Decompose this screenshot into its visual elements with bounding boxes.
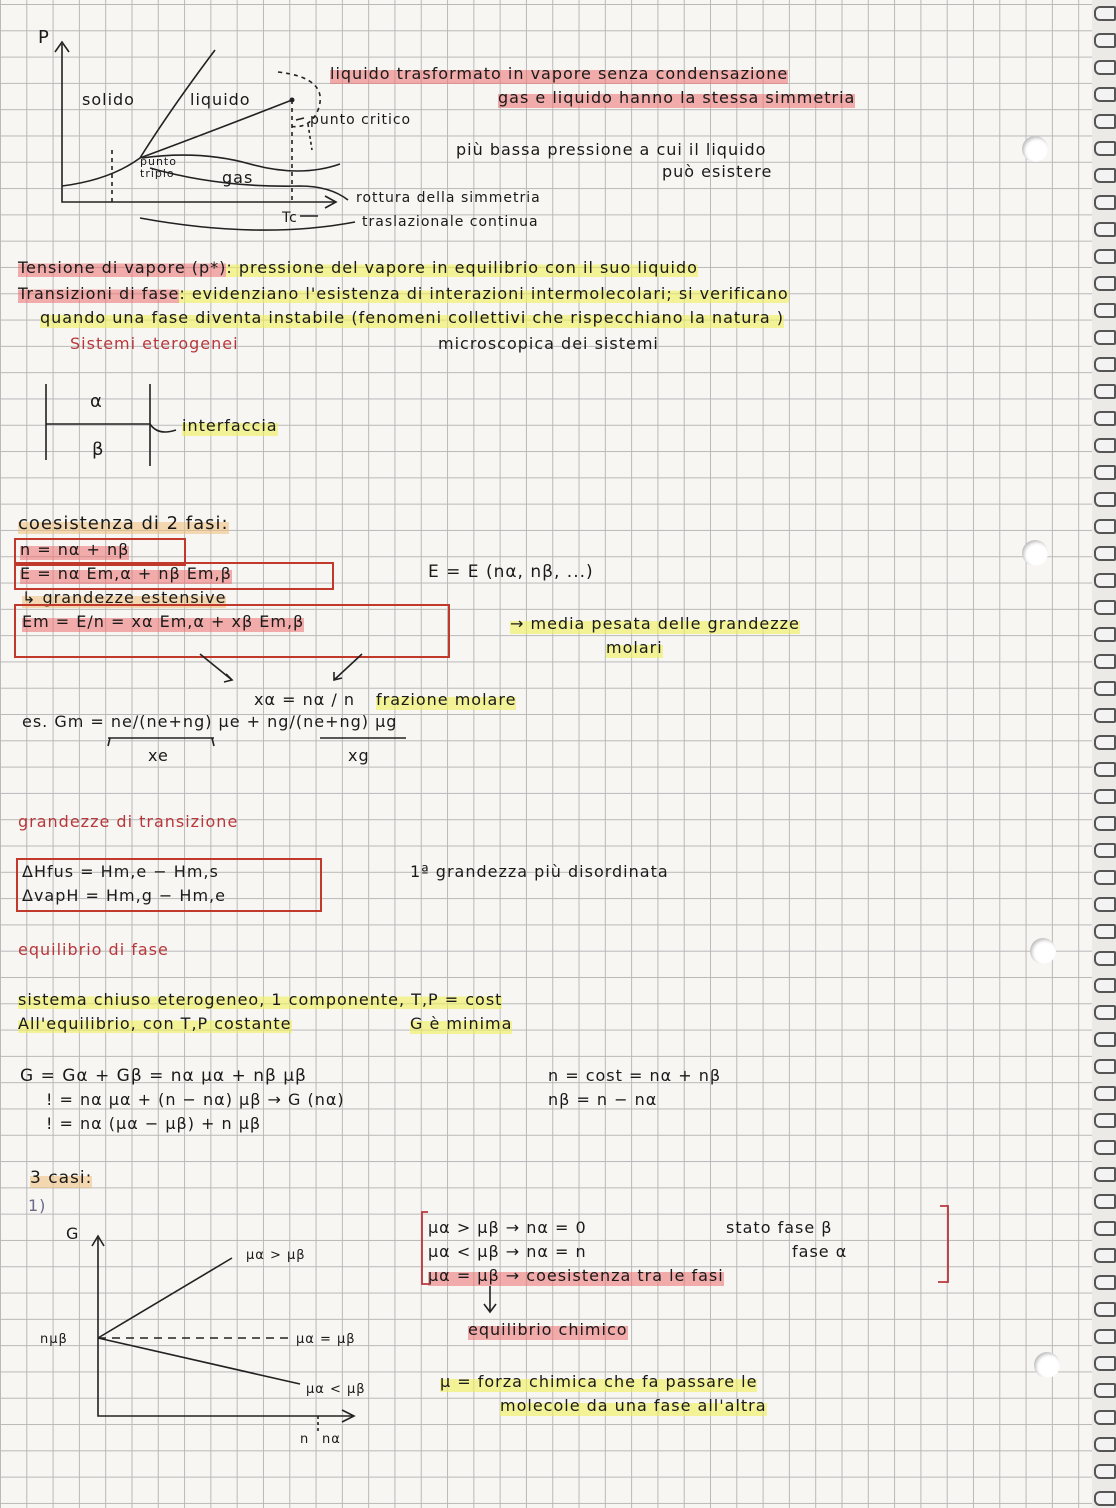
constant-tp: All'equilibrio, con T,P costante bbox=[18, 1014, 292, 1033]
vapor-pressure-def: : pressione del vapore in equilibrio con il suo liquido bbox=[226, 258, 698, 277]
note-symmetry: gas e liquido hanno la stessa simmetria bbox=[498, 88, 856, 107]
moles-beta: nβ = n − nα bbox=[548, 1090, 658, 1109]
triple-point-label: punto triplo bbox=[140, 155, 177, 180]
moles-constant: n = cost = nα + nβ bbox=[548, 1066, 722, 1085]
vapor-pressure-term: Tensione di vapore (p*) bbox=[18, 258, 227, 277]
mole-fraction-eq: xα = nα / n bbox=[254, 690, 355, 709]
phase-transitions-term: Transizioni di fase bbox=[18, 284, 180, 303]
case-mu-less: μα < μβ → nα = n bbox=[428, 1242, 587, 1261]
case-phase-alpha: fase α bbox=[792, 1242, 848, 1261]
x-axis-label: nα bbox=[322, 1432, 341, 1447]
microscopic-systems: microscopica dei sistemi bbox=[438, 334, 659, 353]
example-xg: xg bbox=[348, 746, 370, 765]
vaporization-enthalpy: ΔvapH = Hm,g − Hm,e bbox=[22, 886, 226, 905]
case-mu-greater: μα > μβ → nα = 0 bbox=[428, 1218, 587, 1237]
chemical-force-def: μ = forza chimica che fa passare le bbox=[440, 1372, 758, 1391]
coexistence-title: coesistenza di 2 fasi: bbox=[18, 513, 229, 534]
eq-function: E = E (nα, nβ, ...) bbox=[428, 562, 594, 582]
note-translational: traslazionale continua bbox=[362, 214, 539, 230]
note-can-exist: può esistere bbox=[662, 162, 773, 181]
g-axis-label: G bbox=[66, 1224, 80, 1243]
note-lowest-pressure: più bassa pressione a cui il liquido bbox=[456, 140, 767, 159]
example-gibbs: es. Gm = ne/(ne+ng) μe + ng/(ne+ng) μg bbox=[22, 712, 398, 731]
mole-fraction-label: frazione molare bbox=[376, 690, 517, 709]
line-mu-equal-label: μα = μβ bbox=[296, 1332, 356, 1347]
tc-label: Tc bbox=[282, 210, 298, 226]
solid-label: solido bbox=[82, 90, 135, 109]
phase-transitions-cont: quando una fase diventa instabile (fenomeni collettivi che rispecchiano la natura ) bbox=[40, 308, 785, 327]
chemical-force-def-cont: molecole da una fase all'altra bbox=[500, 1396, 767, 1415]
eq-extensive: E = nα Em,α + nβ Em,β bbox=[20, 564, 232, 583]
disorder-note: 1ª grandezza più disordinata bbox=[410, 862, 669, 881]
equilibrium-title: equilibrio di fase bbox=[18, 940, 169, 959]
case-one: 1) bbox=[28, 1196, 47, 1215]
line-mu-less-label: μα < μβ bbox=[306, 1382, 366, 1397]
critical-point-label: punto critico bbox=[310, 112, 412, 128]
molar-note: molari bbox=[606, 638, 663, 657]
y-tick-label: nμβ bbox=[40, 1332, 68, 1347]
x-tick-label: n bbox=[300, 1432, 310, 1447]
note-symmetry-break: rottura della simmetria bbox=[356, 190, 541, 206]
chemical-equilibrium: equilibrio chimico bbox=[468, 1320, 628, 1339]
g-minimum: G è minima bbox=[410, 1014, 513, 1033]
gibbs-rearranged: ! = nα (μα − μβ) + n μβ bbox=[46, 1114, 262, 1133]
beta-label: β bbox=[92, 439, 105, 460]
one-component: , 1 componente, T,P = cost bbox=[259, 990, 503, 1009]
eq-molar: Em = E/n = xα Em,α + xβ Em,β bbox=[22, 612, 305, 631]
weighted-average-note: → media pesata delle grandezze bbox=[510, 614, 800, 633]
transition-title: grandezze di transizione bbox=[18, 812, 239, 831]
heterogeneous-systems-title: Sistemi eterogenei bbox=[70, 334, 239, 353]
extensive-note: ↳ grandezze estensive bbox=[22, 588, 227, 607]
gibbs-substitution: ! = nα μα + (n − nα) μβ → G (nα) bbox=[46, 1090, 345, 1109]
phase-transitions-def: : evidenziano l'esistenza di interazioni intermolecolari; si verificano bbox=[179, 284, 789, 303]
example-xe: xe bbox=[148, 746, 169, 765]
p-axis-label: P bbox=[38, 27, 50, 48]
fusion-enthalpy: ΔHfus = Hm,e − Hm,s bbox=[22, 862, 219, 881]
alpha-label: α bbox=[90, 391, 103, 412]
line-mu-greater-label: μα > μβ bbox=[246, 1248, 306, 1263]
case-mu-equal: μα = μβ → coesistenza tra le fasi bbox=[428, 1266, 724, 1285]
gibbs-sum: G = Gα + Gβ = nα μα + nβ μβ bbox=[20, 1066, 307, 1086]
case-phase-beta: stato fase β bbox=[726, 1218, 833, 1237]
cases-title: 3 casi: bbox=[30, 1168, 93, 1188]
gas-label: gas bbox=[222, 168, 254, 187]
eq-total-moles: n = nα + nβ bbox=[20, 540, 130, 559]
liquid-label: liquido bbox=[190, 90, 251, 109]
closed-system: sistema chiuso eterogeneo bbox=[18, 990, 260, 1009]
note-supercritical: liquido trasformato in vapore senza condensazione bbox=[330, 64, 789, 83]
interface-label: interfaccia bbox=[182, 416, 278, 435]
